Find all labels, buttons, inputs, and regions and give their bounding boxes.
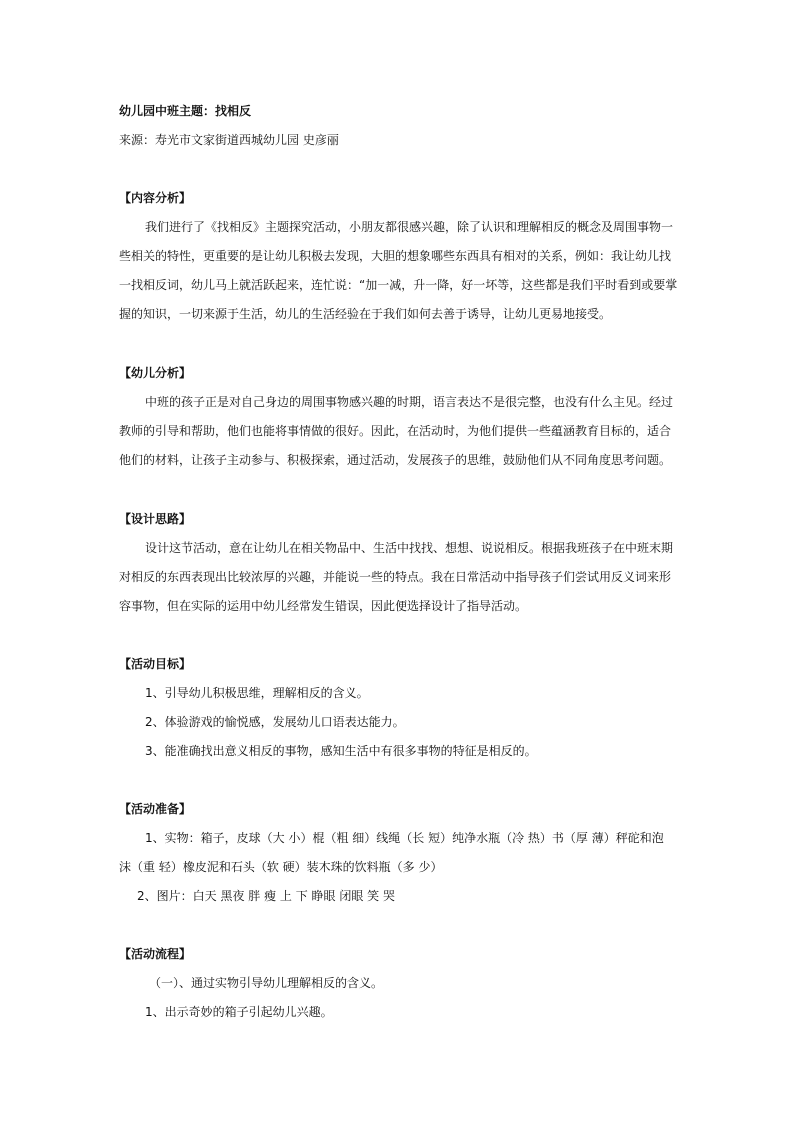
paragraph-line: 些相关的特性，更重要的是让幼儿积极去发现，大胆的想象哪些东西具有相对的关系，例如：我让幼儿找 xyxy=(119,249,672,263)
heading-process: 【活动流程】 xyxy=(119,947,192,961)
doc-source: 来源：寿光市文家街道西城幼儿园 史彦丽 xyxy=(119,133,339,147)
preparation-line: 1、实物：箱子，皮球（大 小）棍（粗 细）线绳（长 短）纯净水瓶（冷 热）书（厚 薄）秤砣和泡 xyxy=(145,831,664,845)
paragraph-line: 容事物，但在实际的运用中幼儿经常发生错误，因此便选择设计了指导活动。 xyxy=(119,599,528,613)
goal-item: 3、能准确找出意义相反的事物，感知生活中有很多事物的特征是相反的。 xyxy=(145,744,537,758)
paragraph-line: 他们的材料，让孩子主动参与、积极探索，通过活动，发展孩子的思维，鼓励他们从不同角度思考问题。 xyxy=(119,453,672,467)
paragraph-line: 设计这节活动，意在让幼儿在相关物品中、生活中找找、想想、说说相反。根据我班孩子在中班末期 xyxy=(145,541,674,555)
paragraph-line: 我们进行了《找相反》主题探究活动，小朋友都很感兴趣，除了认识和理解相反的概念及周围事物一 xyxy=(145,220,674,234)
heading-child-analysis: 【幼儿分析】 xyxy=(119,366,192,380)
paragraph-line: 对相反的东西表现出比较浓厚的兴趣，并能说一些的特点。我在日常活动中指导孩子们尝试用反义词来形 xyxy=(119,570,672,584)
heading-content-analysis: 【内容分析】 xyxy=(119,191,192,205)
paragraph-line: 握的知识，一切来源于生活，幼儿的生活经验在于我们如何去善于诱导，让幼儿更易地接受。 xyxy=(119,307,612,321)
heading-preparation: 【活动准备】 xyxy=(119,802,192,816)
paragraph-line: 一找相反词，幼儿马上就活跃起来，连忙说：“加一减，升一降，好一坏等，这些都是我们平时看到或要掌 xyxy=(119,278,678,292)
paragraph-line: 教师的引导和帮助，他们也能将事情做的很好。因此，在活动时，为他们提供一些蕴涵教育目标的，适合 xyxy=(119,424,672,438)
heading-goals: 【活动目标】 xyxy=(119,657,192,671)
process-line: 1、出示奇妙的箱子引起幼儿兴趣。 xyxy=(145,1005,333,1019)
doc-title: 幼儿园中班主题：找相反 xyxy=(119,104,252,118)
process-line: （一）、通过实物引导幼儿理解相反的含义。 xyxy=(149,976,384,990)
goal-item: 2、体验游戏的愉悦感，发展幼儿口语表达能力。 xyxy=(145,715,405,729)
heading-design: 【设计思路】 xyxy=(119,512,192,526)
preparation-line: 2、图片：白天 黑夜 胖 瘦 上 下 睁眼 闭眼 笑 哭 xyxy=(137,889,395,903)
paragraph-line: 中班的孩子正是对自己身边的周围事物感兴趣的时期，语言表达不是很完整，也没有什么主见。经过 xyxy=(145,395,674,409)
goal-item: 1、引导幼儿积极思维，理解相反的含义。 xyxy=(145,686,369,700)
preparation-line: 沫（重 轻）橡皮泥和石头（软 硬）装木珠的饮料瓶（多 少） xyxy=(119,860,443,874)
